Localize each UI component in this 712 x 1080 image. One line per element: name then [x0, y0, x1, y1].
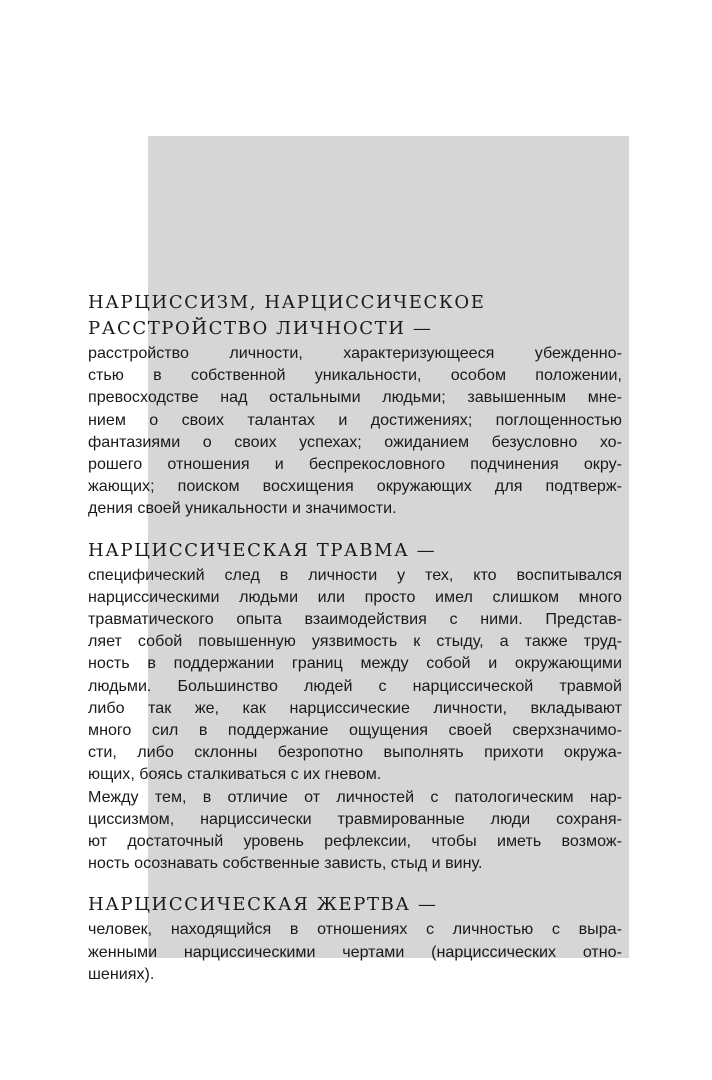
glossary-entry-narcissism — [88, 290, 622, 520]
definition-line: шениях). — [88, 964, 155, 983]
term-line: НАРЦИССИЗМ, НАРЦИССИЧЕСКОЕ — [88, 292, 486, 313]
definition-text — [88, 564, 622, 875]
term-heading — [88, 290, 622, 342]
definition-line: ющих, боясь сталкиваться с их гневом. — [88, 765, 382, 784]
definition-line: много сил в поддержание ощущения своей сверхзначимо- — [88, 721, 622, 740]
definition-line: дения своей уникальности и значимости. — [88, 499, 397, 518]
glossary-entry-narcissistic-trauma — [88, 538, 622, 875]
term-line: РАССТРОЙСТВО ЛИЧНОСТИ — — [88, 318, 433, 339]
definition-line: нарциссическими людьми или просто имел слишком много — [88, 587, 622, 606]
definition-line: Между тем, в отличие от личностей с патологическим нар- — [88, 787, 622, 806]
definition-line: расстройство личности, характеризующееся убежденно- — [88, 344, 622, 362]
definition-line: сти, либо склонны безропотно выполнять прихоти окружа- — [88, 743, 622, 762]
definition-text — [88, 342, 622, 520]
definition-line: стью в собственной уникальности, особом положении, — [88, 366, 622, 385]
term-heading — [88, 892, 622, 918]
glossary-content — [88, 290, 622, 1003]
glossary-entry-narcissistic-victim — [88, 892, 622, 985]
definition-line: специфический след в личности у тех, кто воспитывался — [88, 565, 622, 584]
definition-line: нием о своих талантах и достижениях; поглощенностью — [88, 410, 622, 429]
definition-line: превосходстве над остальными людьми; завышенным мне- — [88, 388, 622, 407]
term-line: НАРЦИССИЧЕСКАЯ ТРАВМА — — [88, 539, 437, 561]
definition-line: травматического опыта взаимодействия с ними. Представ- — [88, 610, 622, 629]
definition-line: ют достаточный уровень рефлексии, чтобы иметь возмож- — [88, 832, 622, 851]
term-heading — [88, 538, 622, 564]
definition-line: человек, находящийся в отношениях с личностью с выра- — [88, 920, 622, 939]
definition-line: ность осознавать собственные зависть, стыд и вину. — [88, 854, 483, 873]
definition-text — [88, 918, 622, 985]
definition-line: людьми. Большинство людей с нарциссической травмой — [88, 676, 622, 695]
definition-line: рошего отношения и беспрекословного подчинения окру- — [88, 455, 622, 474]
definition-line: либо так же, как нарциссические личности, вкладывают — [88, 698, 622, 717]
definition-line: ляет собой повышенную уязвимость к стыду, а также труд- — [88, 632, 622, 651]
definition-line: ность в поддержании границ между собой и окружающими — [88, 654, 622, 673]
definition-line: жающих; поиском восхищения окружающих для подтверж- — [88, 477, 622, 496]
definition-line: фантазиями о своих успехах; ожиданием безусловно хо- — [88, 432, 622, 451]
term-line: НАРЦИССИЧЕСКАЯ ЖЕРТВА — — [88, 894, 438, 916]
definition-line: циссизмом, нарциссически травмированные люди сохраня- — [88, 809, 622, 828]
definition-line: женными нарциссическими чертами (нарциссических отно- — [88, 942, 622, 961]
